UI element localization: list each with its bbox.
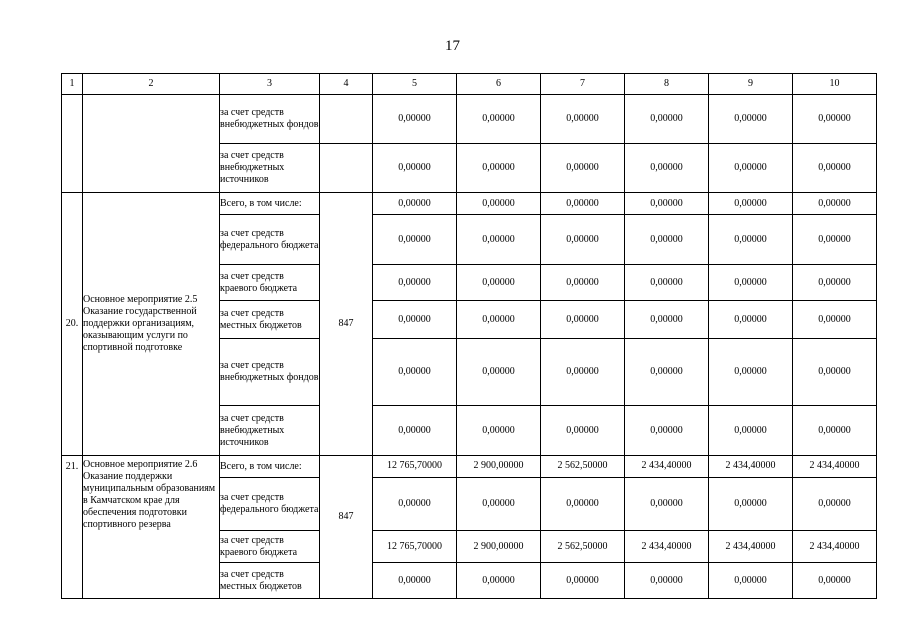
amount-cell: 0,00000	[709, 301, 793, 339]
code-cell	[320, 95, 373, 144]
amount-cell: 0,00000	[625, 301, 709, 339]
amount-cell: 0,00000	[457, 95, 541, 144]
amount-cell: 0,00000	[457, 215, 541, 265]
amount-cell: 0,00000	[625, 563, 709, 599]
amount-cell: 0,00000	[457, 144, 541, 193]
amount-cell: 0,00000	[457, 406, 541, 456]
funding-source-cell: за счет средств внебюджетных источников	[220, 144, 320, 193]
amount-cell: 0,00000	[793, 265, 877, 301]
amount-cell: 2 900,00000	[457, 456, 541, 478]
amount-cell: 0,00000	[541, 215, 625, 265]
amount-cell: 0,00000	[541, 144, 625, 193]
amount-cell: 0,00000	[457, 339, 541, 406]
amount-cell: 2 434,40000	[709, 456, 793, 478]
amount-cell: 0,00000	[373, 478, 457, 531]
amount-cell: 0,00000	[625, 478, 709, 531]
header-cell: 6	[457, 74, 541, 95]
amount-cell: 0,00000	[541, 478, 625, 531]
amount-cell: 0,00000	[457, 563, 541, 599]
amount-cell: 0,00000	[793, 406, 877, 456]
amount-cell: 0,00000	[373, 339, 457, 406]
amount-cell: 0,00000	[541, 193, 625, 215]
table-row	[62, 456, 877, 478]
amount-cell: 0,00000	[373, 265, 457, 301]
funding-source-cell: Всего, в том числе:	[220, 456, 320, 478]
amount-cell: 0,00000	[625, 215, 709, 265]
amount-cell: 0,00000	[457, 193, 541, 215]
amount-cell: 0,00000	[373, 215, 457, 265]
code-cell: 847	[320, 193, 373, 456]
amount-cell: 2 434,40000	[793, 531, 877, 563]
amount-cell: 0,00000	[793, 95, 877, 144]
table-row	[62, 193, 877, 215]
amount-cell: 0,00000	[373, 301, 457, 339]
code-cell	[320, 144, 373, 193]
amount-cell: 12 765,70000	[373, 456, 457, 478]
item-name-cell: Основное мероприятие 2.6 Оказание поддержки муниципальным образованиям в Камчатском крае для обеспечения подготовки спортивного резерва	[83, 456, 220, 599]
header-cell: 8	[625, 74, 709, 95]
amount-cell: 0,00000	[793, 301, 877, 339]
header-cell: 5	[373, 74, 457, 95]
amount-cell: 2 434,40000	[625, 531, 709, 563]
item-index-cell	[62, 95, 83, 193]
item-name-cell: Основное мероприятие 2.5 Оказание государственной поддержки организациям, оказывающим услуги по спортивной подготовке	[83, 193, 220, 456]
amount-cell: 0,00000	[793, 339, 877, 406]
amount-cell: 0,00000	[709, 478, 793, 531]
header-cell: 2	[83, 74, 220, 95]
amount-cell: 2 434,40000	[709, 531, 793, 563]
funding-source-cell: за счет средств федерального бюджета	[220, 478, 320, 531]
amount-cell: 0,00000	[373, 144, 457, 193]
amount-cell: 0,00000	[709, 406, 793, 456]
amount-cell: 0,00000	[709, 265, 793, 301]
page-number: 17	[445, 38, 460, 54]
amount-cell: 0,00000	[541, 301, 625, 339]
amount-cell: 12 765,70000	[373, 531, 457, 563]
amount-cell: 0,00000	[541, 265, 625, 301]
amount-cell: 0,00000	[709, 144, 793, 193]
amount-cell: 0,00000	[709, 215, 793, 265]
header-row	[62, 74, 877, 95]
header-cell: 4	[320, 74, 373, 95]
funding-source-cell: за счет средств местных бюджетов	[220, 301, 320, 339]
funding-source-cell: за счет средств внебюджетных фондов	[220, 339, 320, 406]
funding-source-cell: за счет средств внебюджетных фондов	[220, 95, 320, 144]
funding-source-cell: за счет средств федерального бюджета	[220, 215, 320, 265]
amount-cell: 0,00000	[709, 563, 793, 599]
amount-cell: 0,00000	[793, 478, 877, 531]
amount-cell: 0,00000	[625, 339, 709, 406]
amount-cell: 0,00000	[625, 265, 709, 301]
table-body	[62, 74, 877, 599]
header-cell: 9	[709, 74, 793, 95]
code-value: 847	[338, 511, 354, 522]
amount-cell: 2 562,50000	[541, 456, 625, 478]
funding-source-cell: за счет средств краевого бюджета	[220, 531, 320, 563]
amount-cell: 0,00000	[373, 406, 457, 456]
amount-cell: 0,00000	[373, 95, 457, 144]
amount-cell: 2 900,00000	[457, 531, 541, 563]
amount-cell: 0,00000	[709, 95, 793, 144]
amount-cell: 0,00000	[709, 193, 793, 215]
header-cell: 1	[62, 74, 83, 95]
amount-cell: 0,00000	[541, 406, 625, 456]
amount-cell: 0,00000	[625, 144, 709, 193]
amount-cell: 0,00000	[793, 563, 877, 599]
header-cell: 3	[220, 74, 320, 95]
funding-source-cell: за счет средств краевого бюджета	[220, 265, 320, 301]
amount-cell: 2 562,50000	[541, 531, 625, 563]
amount-cell: 0,00000	[625, 406, 709, 456]
amount-cell: 0,00000	[793, 215, 877, 265]
item-index-cell: 21.	[62, 456, 83, 599]
item-name-cell	[83, 95, 220, 193]
funding-source-cell: за счет средств местных бюджетов	[220, 563, 320, 599]
budget-table	[61, 73, 877, 599]
amount-cell: 2 434,40000	[793, 456, 877, 478]
amount-cell: 0,00000	[709, 339, 793, 406]
header-cell: 7	[541, 74, 625, 95]
amount-cell: 0,00000	[625, 95, 709, 144]
amount-cell: 0,00000	[625, 193, 709, 215]
item-index-cell: 20.	[62, 193, 83, 456]
amount-cell: 0,00000	[457, 265, 541, 301]
funding-source-cell: за счет средств внебюджетных источников	[220, 406, 320, 456]
header-cell: 10	[793, 74, 877, 95]
amount-cell: 0,00000	[793, 193, 877, 215]
code-cell	[320, 456, 373, 599]
amount-cell: 0,00000	[793, 144, 877, 193]
funding-source-cell: Всего, в том числе:	[220, 193, 320, 215]
amount-cell: 0,00000	[373, 193, 457, 215]
amount-cell: 0,00000	[373, 563, 457, 599]
amount-cell: 0,00000	[457, 301, 541, 339]
amount-cell: 0,00000	[541, 339, 625, 406]
amount-cell: 0,00000	[457, 478, 541, 531]
amount-cell: 0,00000	[541, 95, 625, 144]
amount-cell: 2 434,40000	[625, 456, 709, 478]
amount-cell: 0,00000	[541, 563, 625, 599]
table-row	[62, 95, 877, 144]
